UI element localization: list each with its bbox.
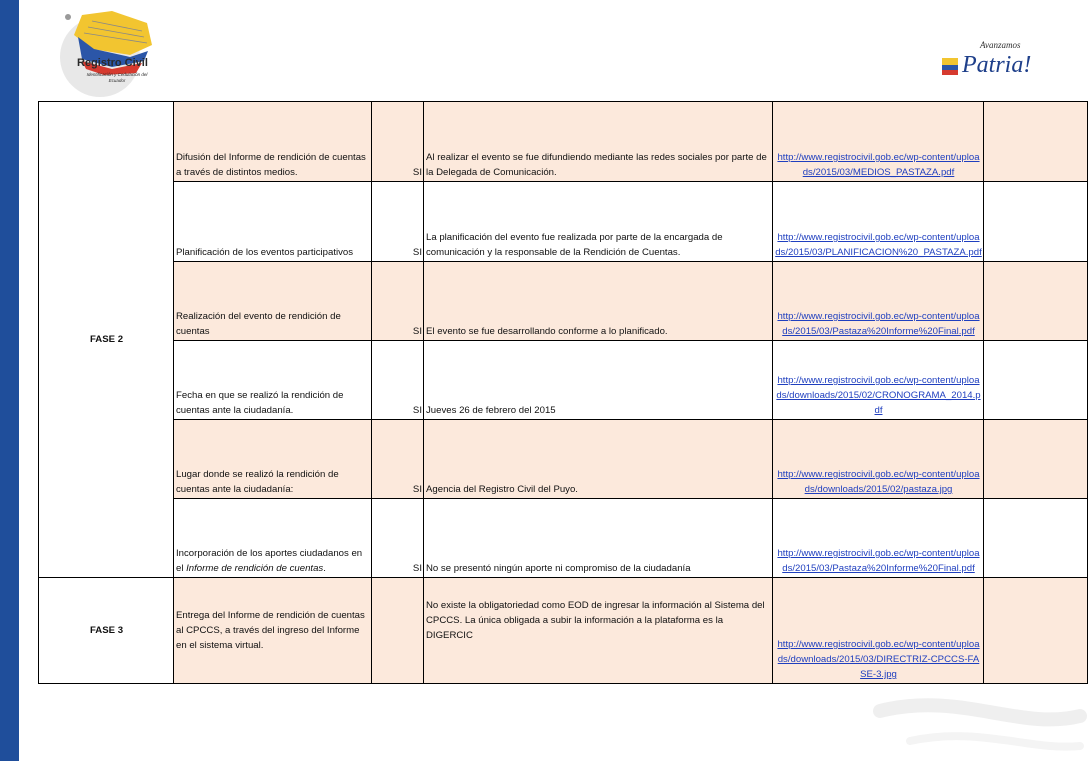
answer-cell: SI [372,341,424,420]
logo-subtitle: Identificación y Cedulación del Ecuador [86,72,148,83]
link-cell [773,341,984,420]
obs-cell [984,341,1088,420]
answer-cell: SI [372,182,424,262]
logo-tagline: Avanzamos [980,40,1021,50]
rendicion-cuentas-table [38,101,1088,684]
detail-cell: El evento se fue desarrollando conforme a lo planificado. [424,262,773,341]
task-italic: Informe de rendición de cuentas [186,563,324,574]
logo-word: Patria! [962,52,1032,78]
evidence-link[interactable]: http://www.registrocivil.gob.ec/wp-content/uploads/2015/03/PLANIFICACION%20_PASTAZA.pdf [775,232,982,258]
task-cell: Entrega del Informe de rendición de cuentas al CPCCS, a través del ingreso del Informe en el sistema virtual. [174,578,372,684]
obs-cell [984,102,1088,182]
obs-cell [984,262,1088,341]
phase-3-label: FASE 3 [39,578,174,684]
table-row [39,102,1088,182]
table-row [39,578,1088,684]
detail-cell: No existe la obligatoriedad como EOD de ingresar la información al Sistema del CPCCS. La única obligada a subir la información a la plataforma es la DIGERCIC [424,578,773,684]
logo-title: Registro Civil [77,57,148,69]
registro-civil-logo [52,5,170,101]
task-cell: Fecha en que se realizó la rendición de cuentas ante la ciudadanía. [174,341,372,420]
obs-cell [984,578,1088,684]
detail-cell: No se presentó ningún aporte ni compromiso de la ciudadanía [424,499,773,578]
obs-cell [984,499,1088,578]
link-cell [773,499,984,578]
table-row [39,182,1088,262]
task-cell: Realización del evento de rendición de cuentas [174,262,372,341]
detail-cell: Agencia del Registro Civil del Puyo. [424,420,773,499]
table-row [39,499,1088,578]
obs-cell [984,182,1088,262]
detail-cell: Jueves 26 de febrero del 2015 [424,341,773,420]
evidence-link[interactable]: http://www.registrocivil.gob.ec/wp-content/uploads/downloads/2015/03/DIRECTRIZ-CPCCS-FASE-3.jpg [777,639,980,680]
avanzamos-patria-logo [940,36,1036,88]
task-cell: Lugar donde se realizó la rendición de cuentas ante la ciudadanía: [174,420,372,499]
task-cell: Planificación de los eventos participativos [174,182,372,262]
task-suffix: . [323,563,326,574]
answer-cell [372,578,424,684]
evidence-link[interactable]: http://www.registrocivil.gob.ec/wp-content/uploads/2015/03/Pastaza%20Informe%20Final.pdf [777,548,980,574]
task-cell [174,499,372,578]
answer-cell: SI [372,102,424,182]
task-cell: Difusión del Informe de rendición de cuentas a través de distintos medios. [174,102,372,182]
left-accent-bar [0,0,19,761]
answer-cell: SI [372,262,424,341]
link-cell [773,420,984,499]
table-row [39,420,1088,499]
link-cell [773,102,984,182]
table-row [39,341,1088,420]
link-cell [773,578,984,684]
table-row [39,262,1088,341]
link-cell [773,262,984,341]
task-text: Incorporación de los aportes ciudadanos en el [176,548,363,574]
obs-cell [984,420,1088,499]
answer-cell: SI [372,420,424,499]
phase-2-label: FASE 2 [39,102,174,578]
link-cell [773,182,984,262]
evidence-link[interactable]: http://www.registrocivil.gob.ec/wp-content/uploads/downloads/2015/02/CRONOGRAMA_2014.pdf [776,375,981,416]
detail-cell: La planificación del evento fue realizada por parte de la encargada de comunicación y la responsable de la Rendición de Cuentas. [424,182,773,262]
answer-cell: SI [372,499,424,578]
evidence-link[interactable]: http://www.registrocivil.gob.ec/wp-content/uploads/downloads/2015/02/pastaza.jpg [777,469,980,495]
evidence-link[interactable]: http://www.registrocivil.gob.ec/wp-content/uploads/2015/03/MEDIOS_PASTAZA.pdf [777,152,980,178]
detail-cell: Al realizar el evento se fue difundiendo mediante las redes sociales por parte de la Delegada de Comunicación. [424,102,773,182]
evidence-link[interactable]: http://www.registrocivil.gob.ec/wp-content/uploads/2015/03/Pastaza%20Informe%20Final.pdf [777,311,980,337]
